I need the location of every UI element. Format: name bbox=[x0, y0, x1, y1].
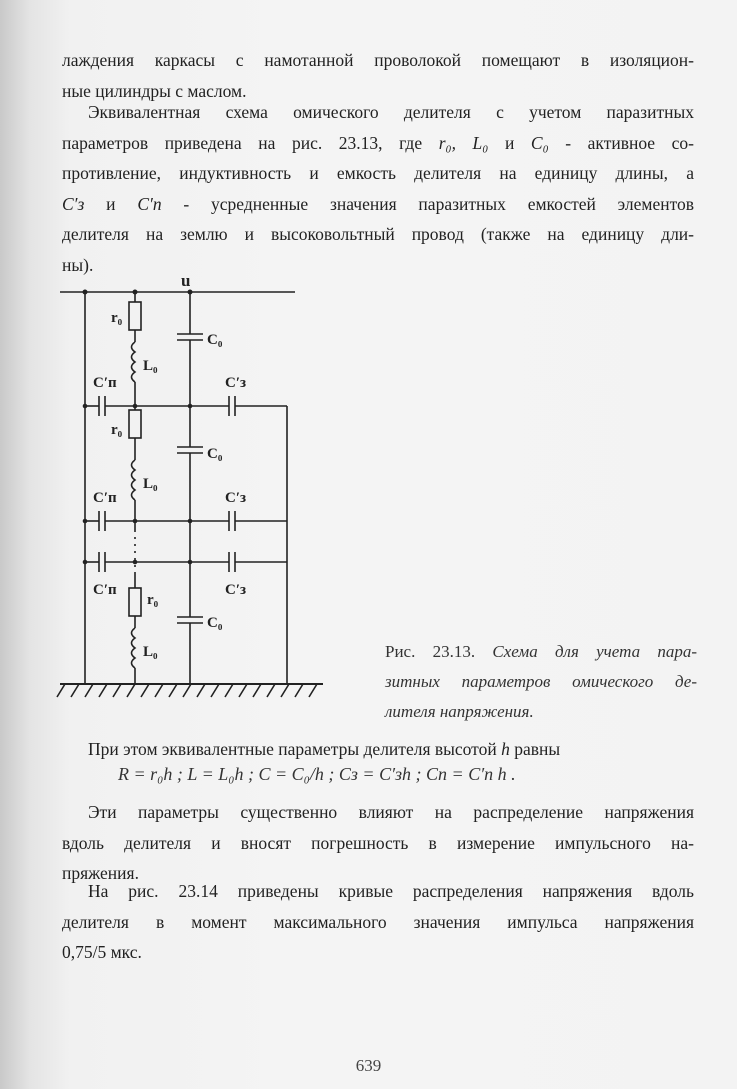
label-Cp: C′п bbox=[93, 490, 117, 506]
page-number: 639 bbox=[355, 1056, 382, 1075]
figure-caption bbox=[385, 637, 697, 727]
resistor-r0 bbox=[129, 410, 141, 438]
text-line: делителя в момент максимального значения импульса напряжения bbox=[62, 911, 694, 932]
paragraph-3 bbox=[62, 734, 694, 765]
text-line: ны). bbox=[62, 254, 94, 275]
text-line bbox=[62, 734, 694, 765]
label-C0: C₀ bbox=[207, 332, 223, 348]
text-line: пряжения. bbox=[62, 863, 139, 883]
text-line: Эти параметры существенно влияют на распределение напряжения bbox=[88, 802, 694, 822]
label-L0: L₀ bbox=[143, 476, 158, 492]
symbol-r0: r₀, bbox=[438, 132, 456, 153]
inductor-L0 bbox=[132, 342, 136, 382]
text-line bbox=[62, 189, 694, 220]
label-u: u bbox=[181, 272, 191, 290]
label-Cz: C′з bbox=[225, 375, 247, 391]
circuit-diagram bbox=[55, 272, 345, 722]
caption-line: зитных параметров омического де- bbox=[385, 672, 697, 691]
label-Cp: C′п bbox=[93, 582, 117, 598]
label-Cz: C′з bbox=[225, 490, 247, 506]
resistor-r0 bbox=[129, 302, 141, 330]
ground-hatching bbox=[57, 684, 317, 697]
symbol-C0: C₀ bbox=[530, 132, 549, 153]
symbol-Cz: C′з bbox=[62, 193, 85, 214]
text-span: параметров приведена на рис. 23.13, где bbox=[62, 132, 423, 153]
text-line: Эквивалентная схема омического делителя с учетом паразитных bbox=[88, 102, 694, 122]
text-line: делителя на землю и высоковольтный провод (также на единицу дли- bbox=[62, 224, 694, 244]
label-C0: C₀ bbox=[207, 615, 223, 631]
text-span: - активное со- bbox=[565, 132, 694, 153]
symbol-Cp: C′п bbox=[137, 193, 162, 214]
caption-prefix: Рис. 23.13. bbox=[385, 642, 476, 661]
label-Cz: C′з bbox=[225, 582, 247, 598]
label-L0: L₀ bbox=[143, 644, 158, 660]
label-Cp: C′п bbox=[93, 375, 117, 391]
paragraph-5 bbox=[62, 876, 694, 968]
caption-text: Схема для учета пара- bbox=[492, 642, 697, 661]
inductor-L0 bbox=[132, 628, 136, 668]
text-line: лаждения каркасы с намотанной проволокой помещают в изоляцион- bbox=[62, 50, 694, 70]
caption-line bbox=[385, 637, 697, 667]
paragraph-2 bbox=[62, 97, 694, 280]
inductor-L0 bbox=[132, 460, 136, 500]
text-span: и bbox=[504, 132, 515, 153]
paragraph-4 bbox=[62, 797, 694, 889]
formula: R = r₀h ; L = L₀h ; C = C₀/h ; Cз = C′зh ; Cп = C′п h . bbox=[118, 764, 516, 784]
text-line: ные цилиндры с маслом. bbox=[62, 80, 247, 101]
label-C0: C₀ bbox=[207, 446, 223, 462]
text-line: 0,75/5 мкс. bbox=[62, 942, 142, 962]
caption-line: лителя напряжения. bbox=[385, 702, 534, 721]
label-r0: r₀ bbox=[111, 422, 123, 438]
text-span: - усредненные значения паразитных емкостей элементов bbox=[183, 193, 695, 214]
symbol-L0: L₀ bbox=[472, 132, 489, 153]
label-r0: r₀ bbox=[147, 592, 159, 608]
text-span: равны bbox=[514, 739, 561, 759]
text-line: вдоль делителя и вносят погрешность в измерение импульсного на- bbox=[62, 832, 694, 853]
resistor-r0 bbox=[129, 588, 141, 616]
label-L0: L₀ bbox=[143, 358, 158, 374]
symbol-h: h bbox=[501, 739, 510, 759]
label-r0: r₀ bbox=[111, 310, 123, 326]
text-span: При этом эквивалентные параметры делителя высотой bbox=[88, 739, 497, 759]
text-line: На рис. 23.14 приведены кривые распределения напряжения вдоль bbox=[88, 881, 694, 901]
text-span: и bbox=[106, 193, 116, 214]
text-line bbox=[62, 128, 694, 159]
text-line: противление, индуктивность и емкость делителя на единицу длины, а bbox=[62, 163, 694, 183]
